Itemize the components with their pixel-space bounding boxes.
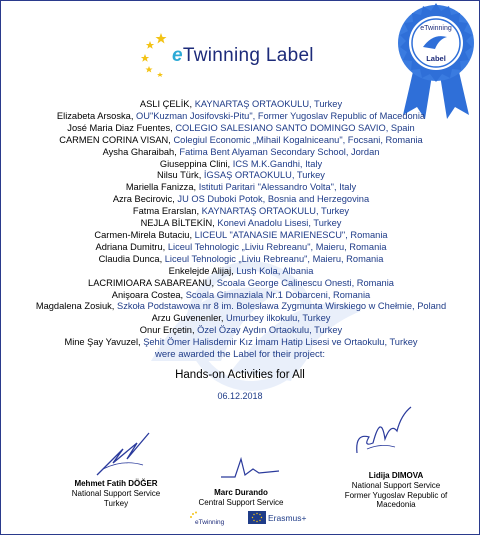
footer-etwinning-text: eTwinning <box>195 519 225 526</box>
title-prefix: e <box>172 45 183 66</box>
participant-row <box>9 135 473 147</box>
participant-name: José Maria Diaz Fuentes, <box>67 122 173 133</box>
participant-name: LACRIMIOARA SABAREANU, <box>88 277 215 288</box>
participant-school: OU"Kuzman Josifovski-Pitu", Former Yugoslav Republic of Macedonia <box>136 110 426 121</box>
signature-left-icon <box>93 429 153 479</box>
participant-name: Azra Becirovic, <box>112 194 175 205</box>
participant-school: KAYNARTAŞ ORTAOKULU, Turkey <box>201 206 350 217</box>
participant-name: Arzu Guvenenler, <box>151 313 224 324</box>
signatory-right-country: Former Yugoslav Republic of <box>344 490 448 500</box>
participant-name: Giuseppina Clini, <box>159 158 231 169</box>
participant-name: Claudia Dunca, <box>98 253 163 264</box>
participant-row <box>9 290 473 302</box>
participant-name: Aysha Gharaibah, <box>102 146 177 157</box>
participant-name: Nilsu Türk, <box>157 170 202 181</box>
participant-row <box>9 254 473 266</box>
participant-school: İGSAŞ ORTAOKULU, Turkey <box>203 170 325 181</box>
participant-row <box>9 337 473 349</box>
participant-school: Liceul Tehnologic „Liviu Rebreanu", Maieru, Romania <box>164 253 384 264</box>
participant-name: Carmen-Mirela Butaciu, <box>94 229 193 240</box>
participant-row <box>9 123 473 135</box>
participants-list <box>9 99 473 349</box>
participant-row <box>9 159 473 171</box>
participant-name: NEJLA BİLTEKİN, <box>140 218 215 229</box>
erasmus-plus-logo: Erasmus+ <box>268 513 307 523</box>
participant-school: Umurbey ilkokulu, Turkey <box>226 313 331 324</box>
participant-row <box>9 242 473 254</box>
participant-school: Colegiul Economic „Mihail Kogalniceanu", Focsani, Romania <box>173 134 423 145</box>
signatory-center <box>171 488 311 508</box>
participant-row <box>9 111 473 123</box>
participant-school: Şehit Ömer Halisdemir Kız İmam Hatip Lisesi ve Ortaokulu, Turkey <box>143 337 418 348</box>
signatory-right-name: Lidija DIMOVA <box>368 471 424 480</box>
participant-school: JU OS Duboki Potok, Bosnia and Herzegovina <box>177 194 370 205</box>
signatory-left-country: Turkey <box>103 498 129 508</box>
signatory-right-role: National Support Service <box>351 480 441 490</box>
participant-school: Szkoła Podstawowa nr 8 im. Bolesława Zygmunta Wirskiego w Chełmie, Poland <box>117 301 447 312</box>
signatory-center-role: Central Support Service <box>198 497 284 507</box>
participant-school: COLEGIO SALESIANO SANTO DOMINGO SAVIO, Spain <box>175 122 415 133</box>
participant-row <box>9 147 473 159</box>
participant-row <box>9 266 473 278</box>
participant-row <box>9 182 473 194</box>
participant-school: KAYNARTAŞ ORTAOKULU, Turkey <box>194 99 343 109</box>
awarded-text: were awarded the Label for their project: <box>154 349 326 360</box>
participant-name: Mariella Fanizza, <box>125 182 197 193</box>
participant-school: Fatima Bent Alyaman Secondary School, Jordan <box>179 146 380 157</box>
participant-row <box>9 206 473 218</box>
participant-school: Özel Özay Aydın Ortaokulu, Turkey <box>197 325 343 336</box>
title-text: Twinning Label <box>182 45 314 66</box>
badge-top-text: eTwinning <box>420 25 452 32</box>
participant-name: Mine Şay Yavuzel, <box>64 337 141 348</box>
signature-right-icon <box>351 403 415 461</box>
participant-name: Magdalena Zosiuk, <box>35 301 115 312</box>
participant-row <box>9 218 473 230</box>
participant-school: Istituti Paritari "Alessandro Volta", Italy <box>198 182 357 193</box>
participant-name: Elizabeta Arsoska, <box>56 110 134 121</box>
participant-school: Konevi Anadolu Lisesi, Turkey <box>217 218 342 229</box>
participant-row <box>9 99 473 111</box>
award-date: 06.12.2018 <box>217 391 263 401</box>
signatory-left <box>41 479 191 508</box>
signatory-left-role: National Support Service <box>71 488 161 498</box>
participant-row <box>9 278 473 290</box>
etwinning-footer-logo-icon <box>189 511 229 527</box>
participant-name: Anişoara Costea, <box>111 289 184 300</box>
participant-row <box>9 194 473 206</box>
signatory-right <box>321 471 471 510</box>
participant-school: Liceul Tehnologic „Liviu Rebreanu", Maieru, Romania <box>167 241 387 252</box>
participant-name: Enkelejde Alijaj, <box>168 265 234 276</box>
signature-center-icon <box>219 451 281 481</box>
participant-row <box>9 230 473 242</box>
participant-name: CARMEN CORINA VISAN, <box>59 134 171 145</box>
etwinning-label-title <box>172 45 314 67</box>
participant-name: Onur Erçetin, <box>139 325 195 336</box>
participant-row <box>9 313 473 325</box>
signatory-center-name: Marc Durando <box>214 488 268 497</box>
badge-bottom-text: Label <box>426 54 446 63</box>
participant-school: LICEUL "ATANASIE MARIENESCU", Romania <box>194 229 388 240</box>
participant-name: Fatma Erarslan, <box>132 206 200 217</box>
participant-school: ICS M.K.Gandhi, Italy <box>232 158 323 169</box>
project-title: Hands-on Activities for All <box>175 369 305 381</box>
signatory-left-name: Mehmet Fatih DÖĞER <box>74 479 158 488</box>
participant-school: Scoala Gimnaziala Nr.1 Dobarceni, Romania <box>185 289 371 300</box>
participant-name: ASLI ÇELİK, <box>139 99 193 109</box>
participant-school: Lush Kola, Albania <box>236 265 314 276</box>
participant-row <box>9 301 473 313</box>
signatory-right-country-line2: Macedonia <box>376 500 416 510</box>
participant-row <box>9 325 473 337</box>
participant-school: Scoala George Calinescu Onesti, Romania <box>216 277 394 288</box>
participant-name: Adriana Dumitru, <box>95 241 166 252</box>
participant-row <box>9 170 473 182</box>
